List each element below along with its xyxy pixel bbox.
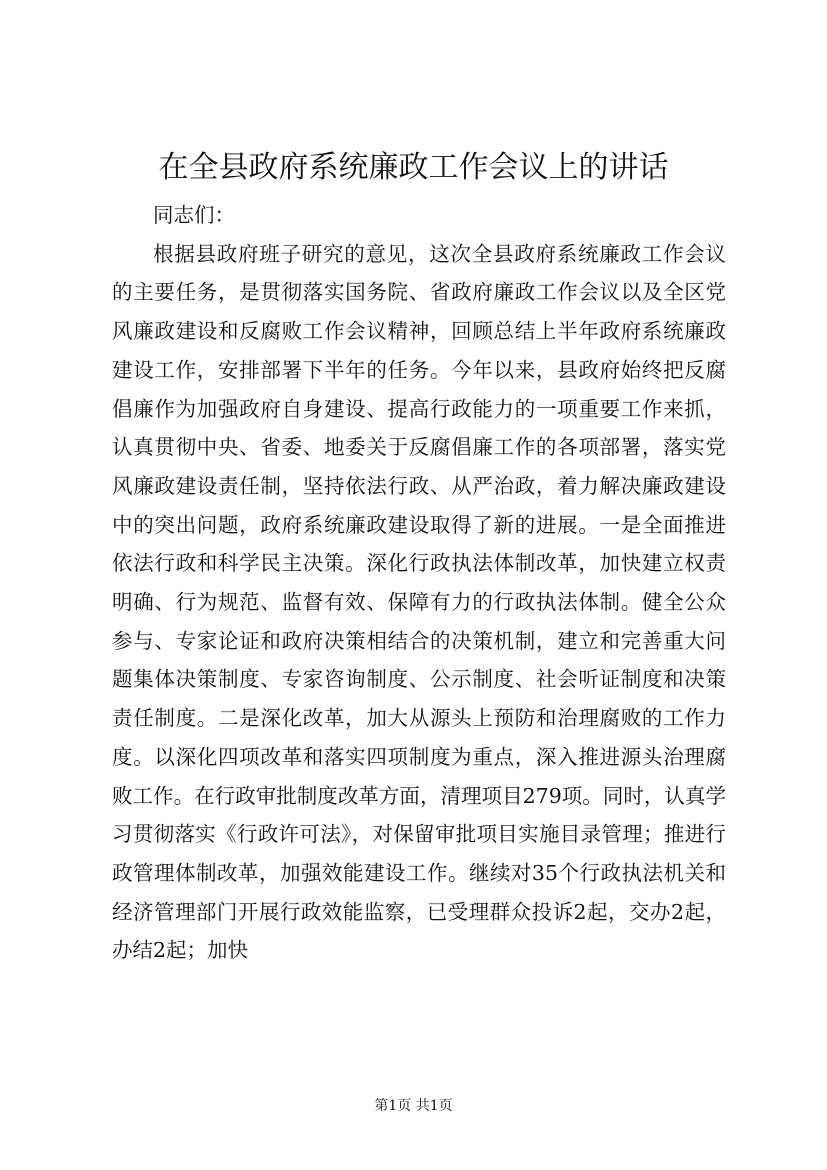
body-paragraph: 根据县政府班子研究的意见，这次全县政府系统廉政工作会议的主要任务，是贯彻落实国务院、省政府廉政工作会议以及全区党风廉政建设和反腐败工作会议精神，回顾总结上半年政府系统廉政建设工作，安排部署下半年的任务。今年以来，县政府始终把反腐倡廉作为加强政府自身建设、提高行政能力的一项重要工作来抓，认真贯彻中央、省委、地委关于反腐倡廉工作的各项部署，落实党风廉政建设责任制，坚持依法行政、从严治政，着力解决廉政建设中的突出问题，政府系统廉政建设取得了新的进展。一是全面推进依法行政和科学民主决策。深化行政执法体制改革，加快建立权责明确、行为规范、监督有效、保障有力的行政执法体制。健全公众参与、专家论证和政府决策相结合的决策机制，建立和完善重大问题集体决策制度、专家咨询制度、公示制度、社会听证制度和决策责任制度。二是深化改革，加大从源头上预防和治理腐败的工作力度。以深化四项改革和落实四项制度为重点，深入推进源头治理腐败工作。在行政审批制度改革方面，清理项目279项。同时，认真学习贯彻落实《行政许可法》，对保留审批项目实施目录管理；推进行政管理体制改革，加强效能建设工作。继续对35个行政执法机关和经济管理部门开展行政效能监察，已受理群众投诉2起，交办2起，办结2起；加快 — [112, 241, 726, 963]
document-body — [112, 196, 726, 970]
salutation: 同志们： — [153, 203, 235, 227]
page-footer: 第1页 共1页 — [374, 1098, 453, 1114]
document-title: 在全县政府系统廉政工作会议上的讲话 — [158, 150, 669, 185]
